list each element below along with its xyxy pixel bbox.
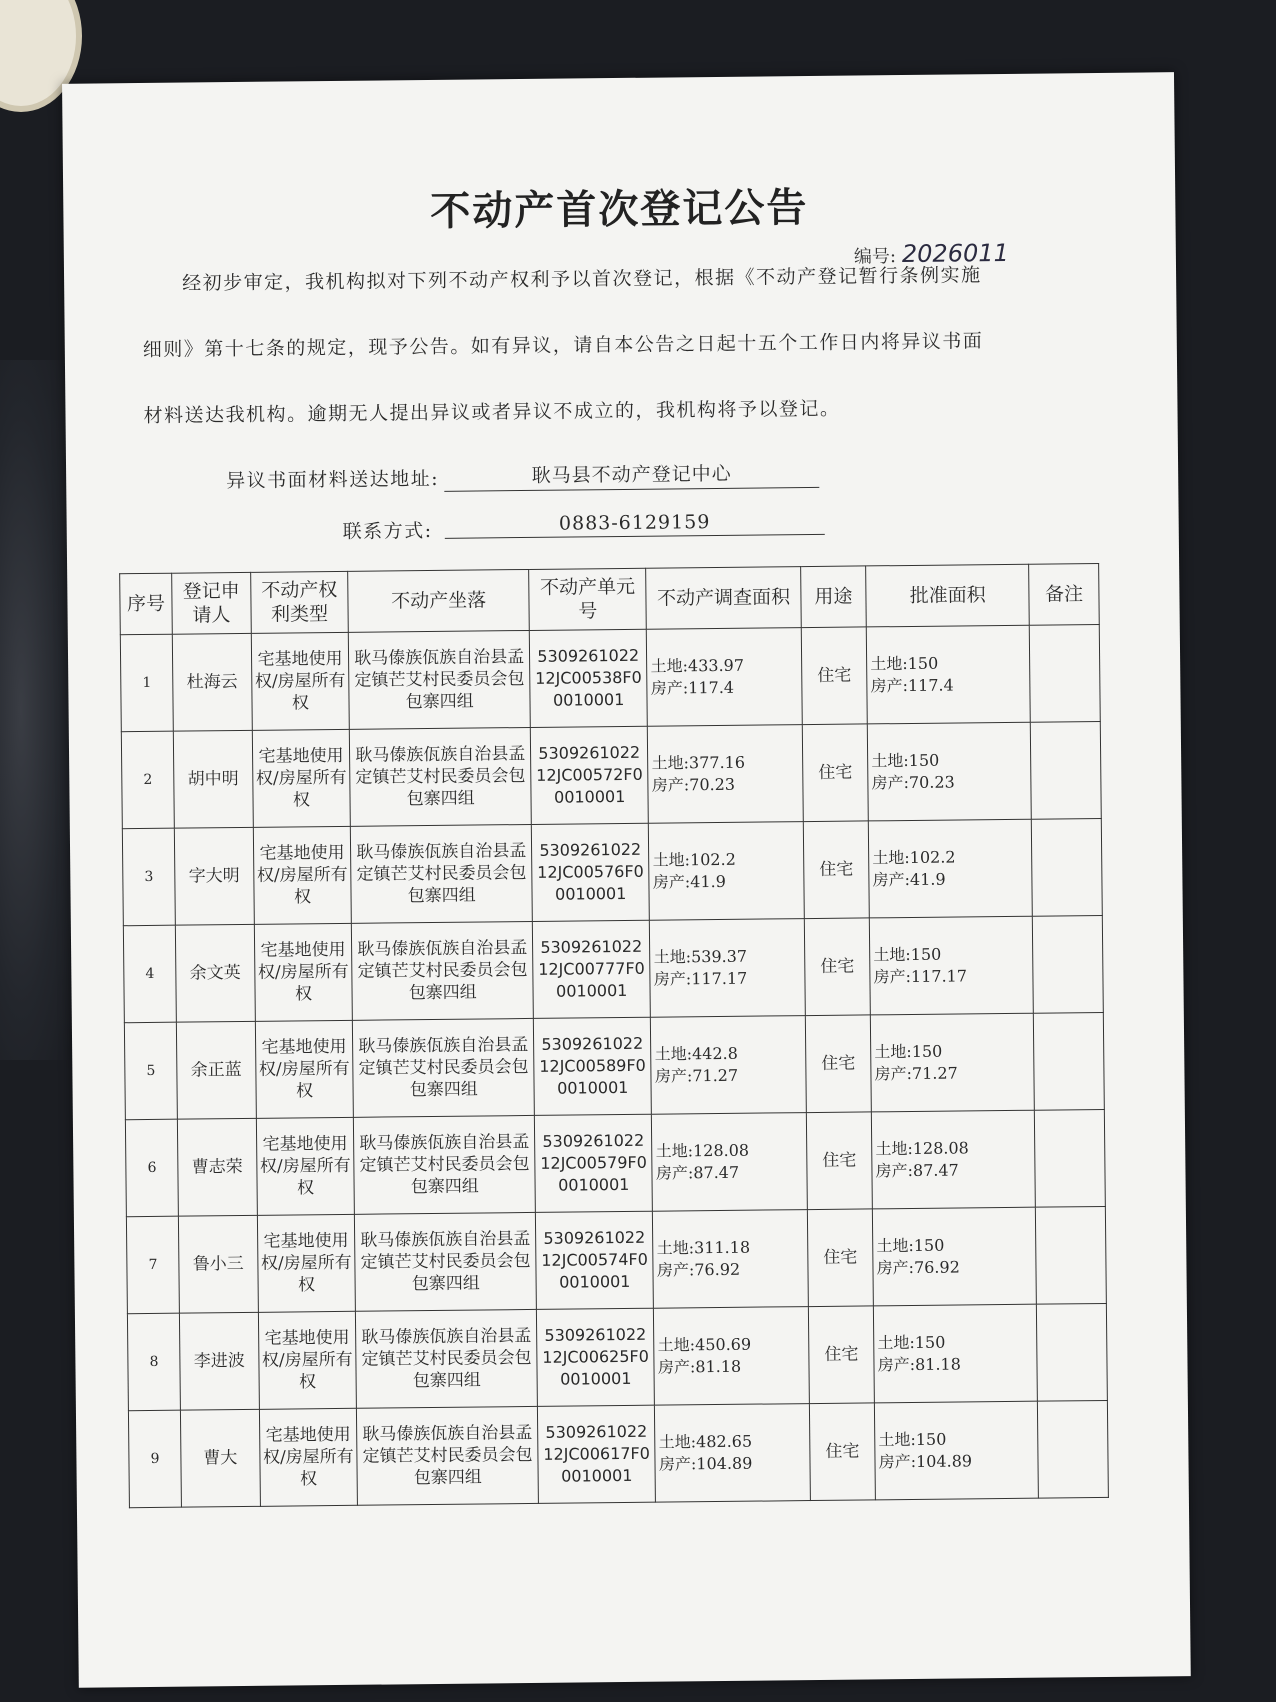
cell-seq: 4 [123, 925, 176, 1023]
cell-note [1035, 1109, 1106, 1207]
table-header-row [120, 563, 1100, 634]
cell-survey-area [647, 628, 802, 727]
cell-approved-area [870, 1013, 1034, 1112]
cell-note [1031, 721, 1102, 819]
cell-unit: 530926102212JC00617F00010001 [537, 1405, 655, 1503]
notice-paper [62, 72, 1191, 1688]
cell-survey-area [648, 725, 803, 824]
cell-note [1033, 915, 1104, 1013]
cell-use: 住宅 [805, 1015, 871, 1113]
survey-house: 房产:41.9 [652, 871, 726, 892]
survey-house: 房产:117.4 [650, 677, 735, 698]
cell-survey-area [652, 1113, 807, 1212]
cell-approved-area [866, 625, 1030, 724]
cell-note [1036, 1206, 1107, 1304]
cell-survey-area [655, 1404, 810, 1503]
cell-unit: 530926102212JC00777F00010001 [532, 920, 650, 1018]
cell-type: 宅基地使用权/房屋所有权 [256, 1117, 355, 1215]
table-row [128, 1400, 1108, 1507]
table-row [123, 915, 1103, 1022]
survey-house: 房产:76.92 [656, 1259, 741, 1280]
cell-location: 耿马傣族佤族自治县孟定镇芒艾村民委员会包包寨四组 [355, 1212, 537, 1311]
cell-location: 耿马傣族佤族自治县孟定镇芒艾村民委员会包包寨四组 [356, 1309, 538, 1408]
approved-house: 房产:87.47 [875, 1160, 959, 1181]
cell-seq: 9 [128, 1410, 181, 1508]
approved-house: 房产:71.27 [874, 1063, 958, 1084]
number-handwritten: 2026011 [901, 238, 1009, 269]
notice-title: 不动产首次登记公告 [430, 184, 809, 235]
cell-survey-area [653, 1210, 808, 1309]
cell-seq: 1 [120, 634, 173, 732]
survey-house: 房产:87.47 [655, 1162, 740, 1183]
approved-land: 土地:150 [877, 1332, 946, 1353]
registration-table [119, 563, 1109, 1508]
approved-land: 土地:150 [873, 944, 942, 965]
approved-house: 房产:117.17 [873, 966, 968, 987]
approved-land: 土地:150 [870, 653, 939, 674]
header-use: 用途 [801, 566, 867, 628]
cell-approved-area [874, 1304, 1038, 1403]
cell-type: 宅基地使用权/房屋所有权 [258, 1311, 357, 1409]
intro-line-2: 细则》第十七条的规定，现予公告。如有异议，请自本公告之日起十五个工作日内将异议书面 [142, 330, 984, 361]
cell-type: 宅基地使用权/房屋所有权 [259, 1408, 358, 1506]
cell-use: 住宅 [806, 1112, 872, 1210]
survey-house: 房产:81.18 [657, 1356, 742, 1377]
desk-surface [0, 360, 70, 1060]
cell-survey-area [651, 1016, 806, 1115]
cell-note [1037, 1303, 1108, 1401]
approved-land: 土地:102.2 [872, 847, 956, 868]
approved-house: 房产:76.92 [876, 1257, 960, 1278]
header-approved-area: 批准面积 [866, 564, 1030, 627]
table-row [125, 1109, 1105, 1216]
intro-line-3: 材料送达我机构。逾期无人提出异议或者异议不成立的，我机构将予以登记。 [143, 397, 841, 427]
cell-type: 宅基地使用权/房屋所有权 [252, 729, 351, 827]
cell-unit: 530926102212JC00574F00010001 [535, 1211, 653, 1309]
cell-applicant: 杜海云 [173, 633, 252, 731]
cell-unit: 530926102212JC00538F00010001 [529, 629, 647, 727]
table-row [126, 1206, 1106, 1313]
survey-land: 土地:442.8 [654, 1043, 738, 1064]
header-type: 不动产权利类型 [250, 571, 349, 633]
cell-survey-area [654, 1307, 809, 1406]
cell-use: 住宅 [808, 1306, 874, 1404]
survey-land: 土地:128.08 [655, 1140, 750, 1161]
cell-approved-area [875, 1401, 1039, 1500]
cell-seq: 2 [121, 731, 174, 829]
table-row [124, 1012, 1104, 1119]
survey-land: 土地:539.37 [653, 946, 748, 967]
cell-seq: 5 [124, 1022, 177, 1120]
cell-location: 耿马傣族佤族自治县孟定镇芒艾村民委员会包包寨四组 [352, 921, 534, 1020]
contact-value: 0883-6129159 [445, 510, 825, 539]
table-row [122, 818, 1102, 925]
cell-approved-area [867, 722, 1031, 821]
approved-land: 土地:150 [874, 1041, 943, 1062]
survey-land: 土地:311.18 [656, 1237, 751, 1258]
cell-applicant: 胡中明 [174, 730, 253, 828]
survey-house: 房产:104.89 [658, 1453, 753, 1474]
cell-unit: 530926102212JC00572F00010001 [530, 726, 648, 824]
cell-applicant: 鲁小三 [179, 1215, 258, 1313]
cell-use: 住宅 [807, 1209, 873, 1307]
cell-use: 住宅 [809, 1403, 875, 1501]
table-row [127, 1303, 1107, 1410]
survey-house: 房产:117.17 [653, 968, 748, 989]
cell-location: 耿马傣族佤族自治县孟定镇芒艾村民委员会包包寨四组 [357, 1406, 539, 1505]
cell-use: 住宅 [802, 724, 868, 822]
cell-unit: 530926102212JC00625F00010001 [536, 1308, 654, 1406]
intro-line-1: 经初步审定，我机构拟对下列不动产权利予以首次登记，根据《不动产登记暂行条例实施 [182, 264, 982, 295]
cell-type: 宅基地使用权/房屋所有权 [251, 632, 350, 730]
cell-survey-area [650, 919, 805, 1018]
survey-land: 土地:450.69 [657, 1334, 752, 1355]
survey-land: 土地:433.97 [650, 655, 745, 676]
cell-unit: 530926102212JC00589F00010001 [533, 1017, 651, 1115]
survey-land: 土地:482.65 [658, 1431, 753, 1452]
cell-use: 住宅 [803, 821, 869, 919]
cell-seq: 3 [122, 828, 175, 926]
cell-location: 耿马傣族佤族自治县孟定镇芒艾村民委员会包包寨四组 [354, 1115, 536, 1214]
cell-location: 耿马傣族佤族自治县孟定镇芒艾村民委员会包包寨四组 [349, 630, 531, 729]
approved-land: 土地:150 [876, 1235, 945, 1256]
cell-approved-area [869, 916, 1033, 1015]
cell-type: 宅基地使用权/房屋所有权 [255, 1020, 354, 1118]
table-row [121, 721, 1101, 828]
cell-approved-area [868, 819, 1032, 918]
cell-unit: 530926102212JC00576F00010001 [531, 823, 649, 921]
number-label: 编号: [853, 246, 897, 268]
cell-applicant: 字大明 [175, 827, 254, 925]
cell-applicant: 余正蓝 [177, 1021, 256, 1119]
approved-land: 土地:150 [871, 750, 940, 771]
approved-house: 房产:70.23 [871, 772, 955, 793]
approved-house: 房产:117.4 [870, 675, 954, 696]
header-survey-area: 不动产调查面积 [646, 567, 801, 630]
cell-type: 宅基地使用权/房屋所有权 [254, 923, 353, 1021]
cell-applicant: 曹志荣 [178, 1118, 257, 1216]
header-location: 不动产坐落 [348, 569, 529, 632]
survey-house: 房产:70.23 [651, 774, 736, 795]
cell-seq: 6 [125, 1119, 178, 1217]
cell-type: 宅基地使用权/房屋所有权 [253, 826, 352, 924]
header-seq: 序号 [120, 573, 173, 635]
cell-seq: 8 [127, 1313, 180, 1411]
survey-land: 土地:377.16 [651, 752, 746, 773]
cell-note [1030, 624, 1101, 722]
cell-location: 耿马傣族佤族自治县孟定镇芒艾村民委员会包包寨四组 [351, 824, 533, 923]
cell-approved-area [871, 1110, 1035, 1209]
cell-location: 耿马傣族佤族自治县孟定镇芒艾村民委员会包包寨四组 [350, 727, 532, 826]
survey-land: 土地:102.2 [652, 849, 736, 870]
cell-approved-area [873, 1207, 1037, 1306]
approved-house: 房产:81.18 [877, 1354, 961, 1375]
cell-applicant: 李进波 [180, 1312, 259, 1410]
address-value: 耿马县不动产登记中心 [444, 458, 819, 492]
cell-applicant: 余文英 [176, 924, 255, 1022]
table-row [120, 624, 1100, 731]
cell-use: 住宅 [801, 627, 867, 725]
cell-note [1034, 1012, 1105, 1110]
cell-unit: 530926102212JC00579F00010001 [534, 1114, 652, 1212]
approved-land: 土地:128.08 [875, 1138, 969, 1159]
approved-house: 房产:104.89 [878, 1451, 973, 1472]
address-label: 异议书面材料送达地址: [226, 467, 440, 493]
cell-location: 耿马傣族佤族自治县孟定镇芒艾村民委员会包包寨四组 [353, 1018, 535, 1117]
cell-note [1032, 818, 1103, 916]
header-applicant: 登记申请人 [172, 572, 251, 634]
contact-label: 联系方式: [342, 519, 433, 543]
approved-house: 房产:41.9 [872, 869, 946, 890]
header-note: 备注 [1029, 563, 1099, 625]
cell-survey-area [649, 822, 804, 921]
approved-land: 土地:150 [878, 1429, 947, 1450]
cell-type: 宅基地使用权/房屋所有权 [257, 1214, 356, 1312]
survey-house: 房产:71.27 [654, 1065, 739, 1086]
cell-note [1038, 1400, 1109, 1498]
cell-applicant: 曹大 [181, 1409, 260, 1507]
cell-seq: 7 [126, 1216, 179, 1314]
cell-use: 住宅 [804, 918, 870, 1016]
header-unit: 不动产单元号 [529, 568, 647, 630]
